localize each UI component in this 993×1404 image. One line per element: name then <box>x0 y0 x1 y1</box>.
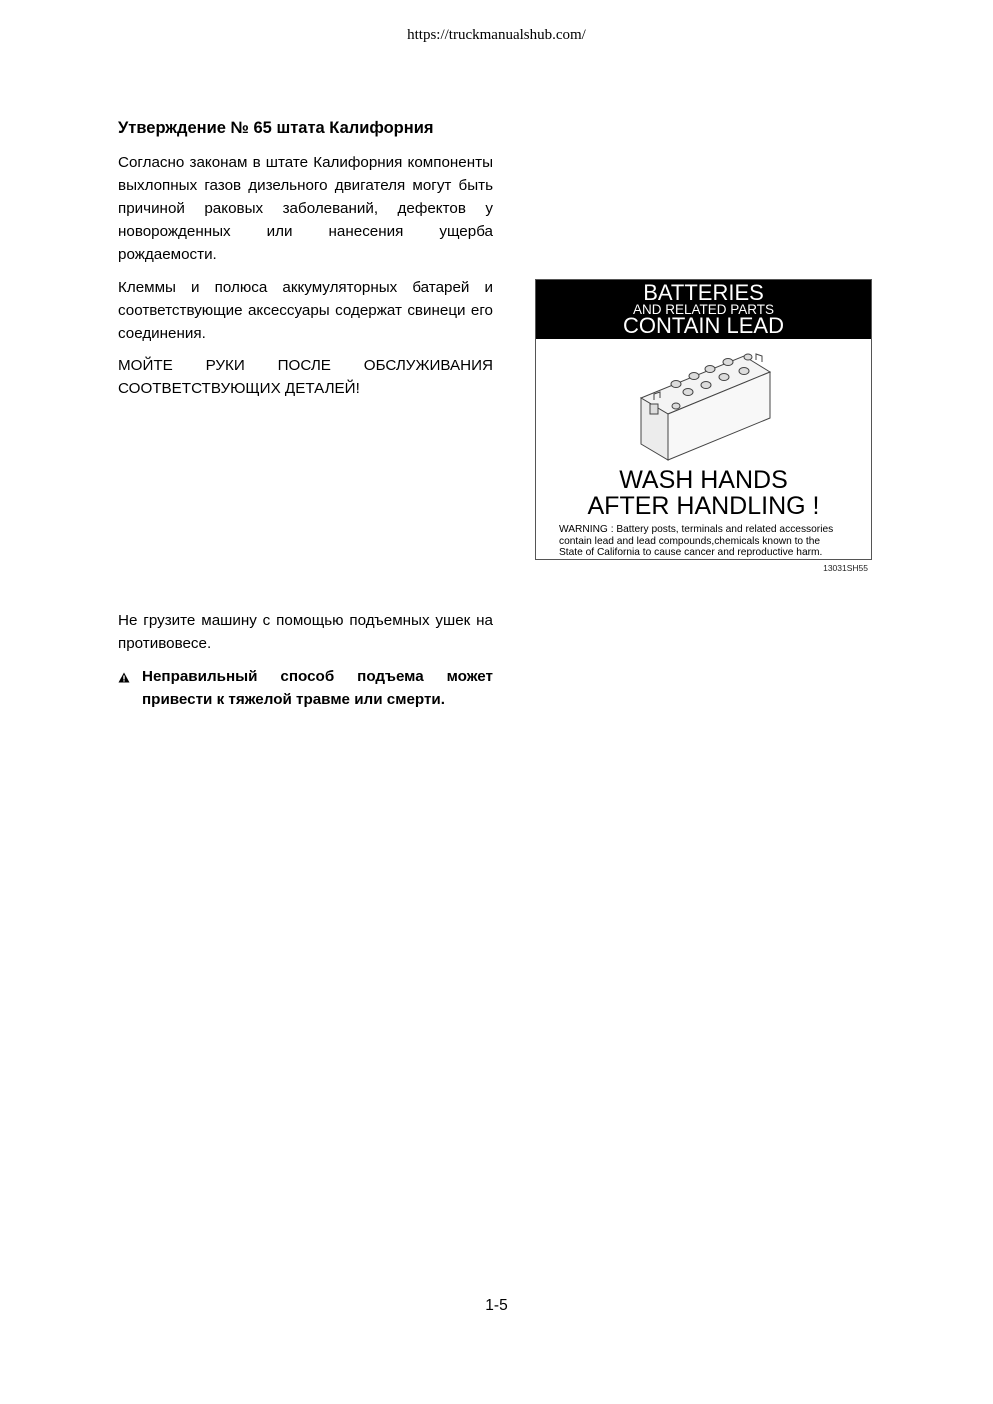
label-band-line-2: AND RELATED PARTS <box>632 302 775 317</box>
lifting-warning-text: Неправильный способ подъема может привести к тяжелой травме или смерти. <box>142 668 493 708</box>
lifting-warning <box>118 665 493 711</box>
wash-hands-line-2: СООТВЕТСТВУЮЩИХ ДЕТАЛЕЙ! <box>118 380 360 397</box>
header-url: https://truckmanualshub.com/ <box>407 27 586 43</box>
section-title: Утверждение № 65 штата Калифорния <box>118 119 434 137</box>
battery-icon <box>636 342 776 462</box>
label-wash-line-1: WASH HANDS <box>619 466 788 494</box>
label-wash-line-2: AFTER HANDLING ! <box>587 492 820 520</box>
paragraph-diesel-exhaust: Согласно законам в штате Калифорния компоненты выхлопных газов дизельного двигателя могут быть причиной раковых заболеваний, дефектов у новорожденных или нанесения ущерба рождаемости. <box>118 154 493 263</box>
page-number: 1-5 <box>485 1297 508 1314</box>
battery-warning-label <box>535 279 872 560</box>
figure-code: 13031SH55 <box>823 563 868 573</box>
paragraph-battery-lead: Клеммы и полюса аккумуляторных батарей и соответствующие аксессуары содержат свинеци его соединения. <box>118 279 493 342</box>
paragraph-wash-hands <box>118 354 493 400</box>
paragraph-lifting: Не грузите машину с помощью подъемных ушек на противовесе. <box>118 612 493 652</box>
label-warning-text: WARNING : Battery posts, terminals and related accessories contain lead and lead compounds,chemicals known to the State of California to cause cancer and reproductive harm. <box>559 524 834 558</box>
label-band-line-1: BATTERIES <box>643 280 764 305</box>
label-header-band <box>536 280 871 339</box>
label-band-line-3: CONTAIN LEAD <box>623 313 784 338</box>
warning-triangle-icon <box>118 665 142 688</box>
wash-hands-line-1: МОЙТЕ РУКИ ПОСЛЕ ОБСЛУЖИВАНИЯ <box>118 357 493 374</box>
